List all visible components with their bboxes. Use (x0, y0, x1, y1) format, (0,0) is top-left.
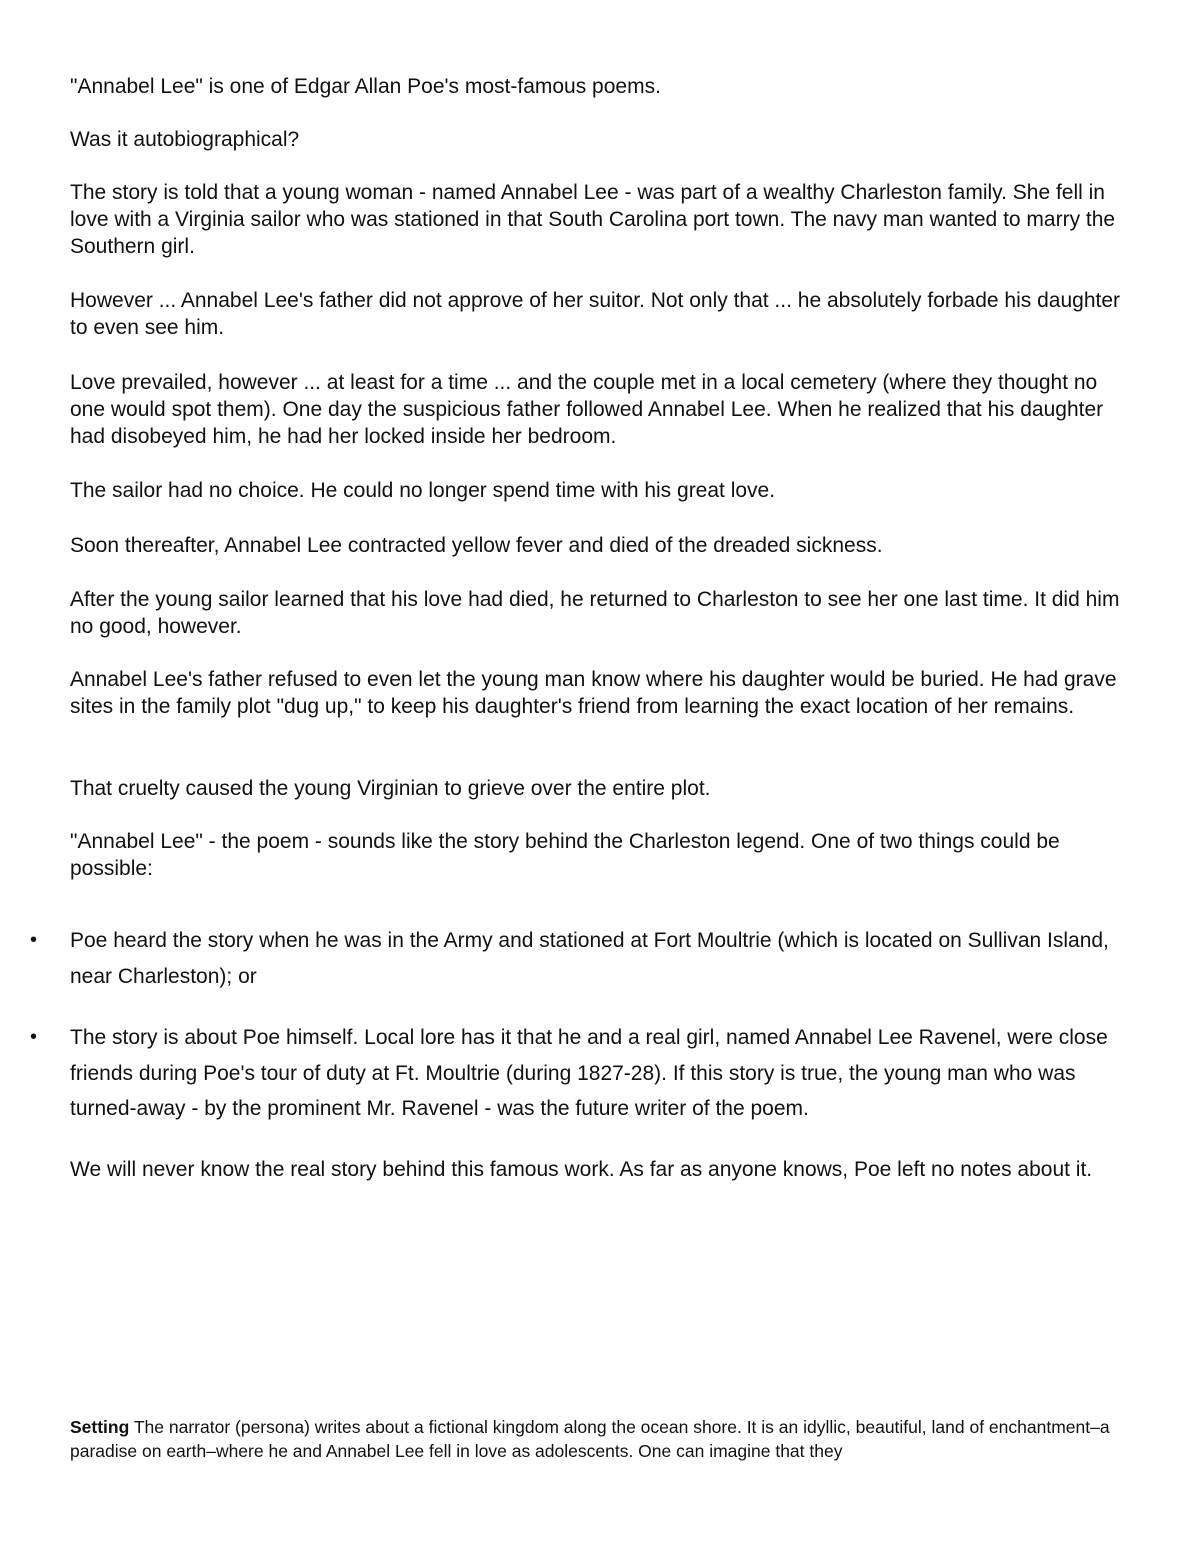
list-item (30, 1020, 1140, 1127)
paragraph-intro: "Annabel Lee" is one of Edgar Allan Poe's most-famous poems. (70, 75, 661, 98)
paragraph-love-prevailed: Love prevailed, however ... at least for a time ... and the couple met in a local cemetery (where they thought no one would spot them). One day the suspicious father followed Annabel Lee. When he realized that his daughter had disobeyed him, he had her locked inside her bedroom. (70, 371, 1104, 448)
setting-paragraph (70, 1415, 1140, 1463)
paragraph-cruelty: That cruelty caused the young Virginian to grieve over the entire plot. (70, 777, 711, 800)
paragraph-yellow-fever: Soon thereafter, Annabel Lee contracted yellow fever and died of the dreaded sickness. (70, 534, 883, 557)
bullet-dot-icon: • (30, 929, 38, 951)
setting-text: The narrator (persona) writes about a fictional kingdom along the ocean shore. It is an idyllic, beautiful, land of enchantment–a paradise on earth–where he and Annabel Lee fell in love as adolescents. One can imagine that they (70, 1417, 1110, 1461)
paragraph-poem-legend: "Annabel Lee" - the poem - sounds like the story behind the Charleston legend. One of two things could be possible: (70, 830, 1060, 880)
bullet-dot-icon: • (30, 1026, 38, 1048)
paragraph-return: After the young sailor learned that his love had died, he returned to Charleston to see her one last time. It did him no good, however. (70, 588, 1120, 638)
list-item-text: Poe heard the story when he was in the Army and stationed at Fort Moultrie (which is located on Sullivan Island, near Charleston); or (70, 929, 1109, 988)
list-item (30, 923, 1140, 994)
paragraph-burial: Annabel Lee's father refused to even let the young man know where his daughter would be buried. He had grave sites in the family plot "dug up," to keep his daughter's friend from learning the exact location of her remains. (70, 668, 1117, 718)
paragraph-sailor-choice: The sailor had no choice. He could no longer spend time with his great love. (70, 479, 776, 502)
paragraph-father: However ... Annabel Lee's father did not approve of her suitor. Not only that ... he absolutely forbade his daughter to even see him. (70, 289, 1120, 339)
paragraph-question: Was it autobiographical? (70, 128, 300, 151)
setting-label: Setting (70, 1417, 130, 1437)
paragraph-story: The story is told that a young woman - named Annabel Lee - was part of a wealthy Charleston family. She fell in love with a Virginia sailor who was stationed in that South Carolina port town. The navy man wanted to marry the Southern girl. (70, 181, 1116, 258)
list-item-text: The story is about Poe himself. Local lore has it that he and a real girl, named Annabel Lee Ravenel, were close friends during Poe's tour of duty at Ft. Moultrie (during 1827-28). If this story is true, the young man who was turned-away - by the prominent Mr. Ravenel - was the future writer of the poem. (70, 1026, 1108, 1120)
paragraph-closing: We will never know the real story behind this famous work. As far as anyone knows, Poe left no notes about it. (70, 1158, 1093, 1181)
